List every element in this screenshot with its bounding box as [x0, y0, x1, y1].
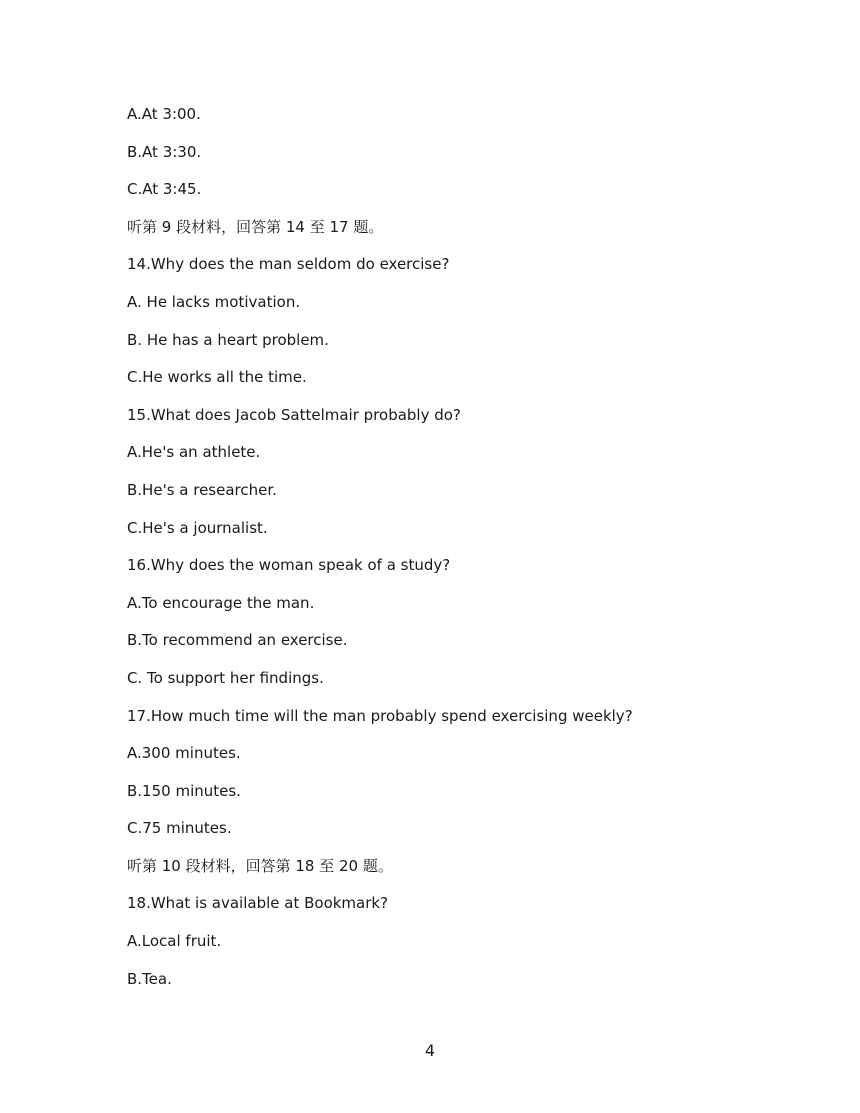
question-14: 14.Why does the man seldom do exercise? [127, 255, 450, 274]
option-17-b: B.150 minutes. [127, 781, 241, 800]
option-18-b: B.Tea. [127, 969, 172, 988]
option-15-a: A.He's an athlete. [127, 443, 261, 462]
option-15-b: B.He's a researcher. [127, 480, 277, 499]
page-content [127, 104, 787, 1006]
option-17-a: A.300 minutes. [127, 744, 241, 763]
option-16-b: B.To recommend an exercise. [127, 631, 348, 650]
option-14-a: A. He lacks motivation. [127, 292, 301, 311]
question-18: 18.What is available at Bookmark? [127, 894, 389, 913]
option-15-c: C.He's a journalist. [127, 518, 268, 537]
option-13-b: B.At 3:30. [127, 142, 202, 161]
question-15: 15.What does Jacob Sattelmair probably do? [127, 405, 461, 424]
question-17: 17.How much time will the man probably spend exercising weekly? [127, 706, 633, 725]
option-13-a: A.At 3:00. [127, 105, 201, 123]
question-16: 16.Why does the woman speak of a study? [127, 556, 451, 575]
page-number: 4 [424, 1041, 436, 1060]
section-heading-9: 听第 9 段材料，回答第 14 至 17 题。 [127, 217, 384, 236]
option-16-c: C. To support her findings. [127, 668, 324, 687]
option-16-a: A.To encourage the man. [127, 593, 315, 612]
option-17-c: C.75 minutes. [127, 819, 232, 838]
option-14-b: B. He has a heart problem. [127, 330, 329, 349]
option-18-a: A.Local fruit. [127, 932, 222, 951]
option-14-c: C.He works all the time. [127, 368, 307, 387]
option-13-c: C.At 3:45. [127, 180, 202, 199]
section-heading-10: 听第 10 段材料，回答第 18 至 20 题。 [127, 856, 393, 875]
